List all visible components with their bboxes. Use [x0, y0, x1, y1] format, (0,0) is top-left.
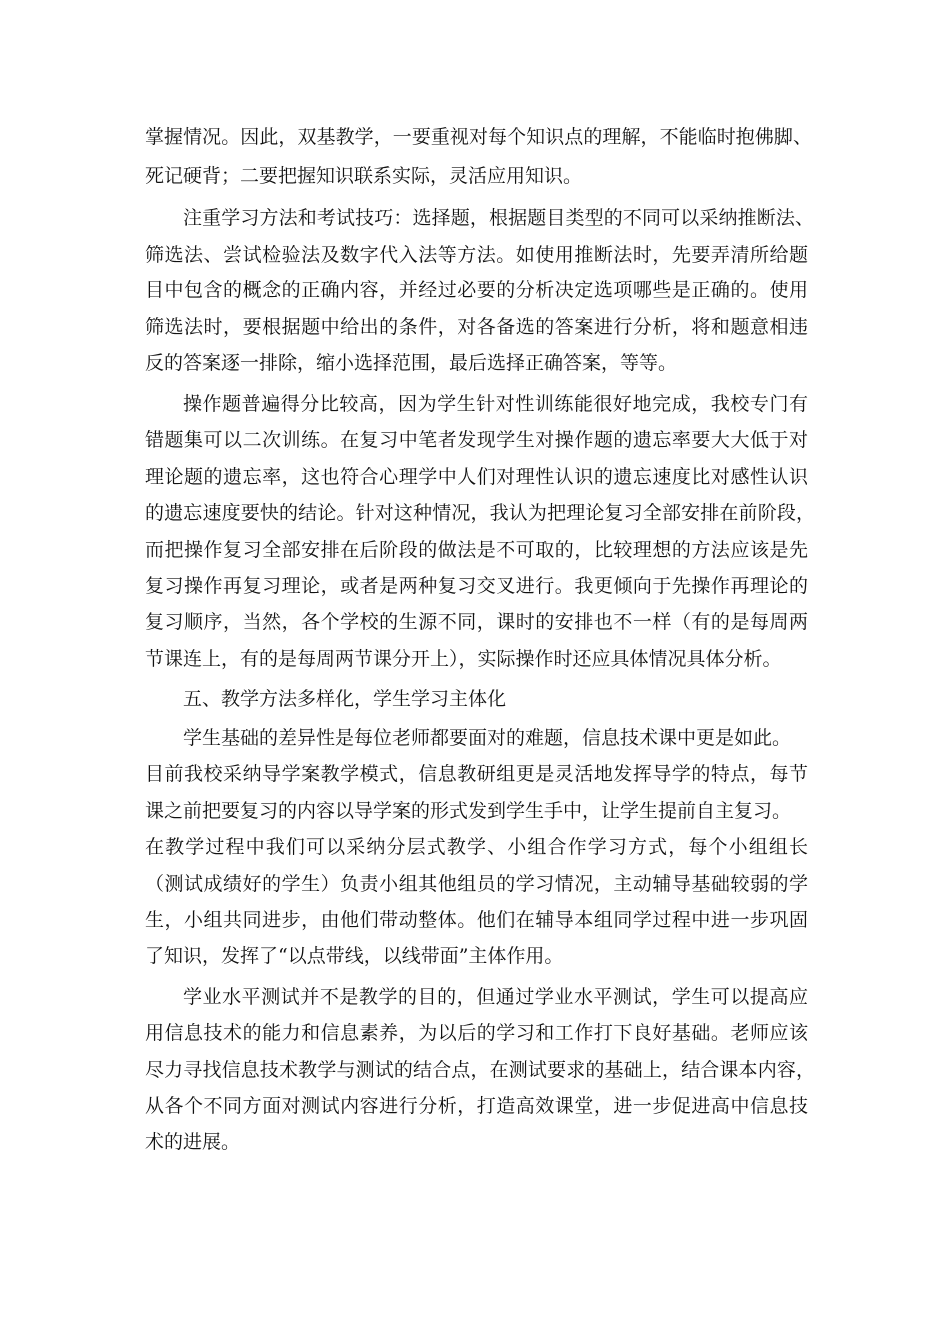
text-line: 注重学习方法和考试技巧：选择题，根据题目类型的不同可以采纳推断法、 — [183, 207, 815, 229]
text-line: 学业水平测试并不是教学的目的，但通过学业水平测试，学生可以提高应 — [183, 986, 809, 1008]
text-line: 从各个不同方面对测试内容进行分析，打造高效课堂，进一步促进高中信息技 — [145, 1095, 809, 1117]
text-line: 反的答案逐一排除，缩小选择范围，最后选择正确答案，等等。 — [145, 352, 678, 374]
text-line: 尽力寻找信息技术教学与测试的结合点，在测试要求的基础上，结合课本内容， — [145, 1059, 816, 1081]
section-heading: 五、教学方法多样化，学生学习主体化 — [183, 688, 507, 710]
text-line: 了知识，发挥了“以点带线，以线带面”主体作用。 — [145, 945, 564, 967]
text-line: 目前我校采纳导学案教学模式，信息教研组更是灵活地发挥导学的特点，每节 — [145, 763, 809, 785]
text-line: 复习操作再复习理论，或者是两种复习交叉进行。我更倾向于先操作再理论的 — [145, 575, 809, 597]
text-line: 错题集可以二次训练。在复习中笔者发现学生对操作题的遗忘率要大大低于对 — [145, 429, 809, 451]
text-line: 术的进展。 — [145, 1131, 241, 1153]
text-line: 操作题普遍得分比较高，因为学生针对性训练能很好地完成，我校专门有 — [183, 393, 809, 415]
text-line: （测试成绩好的学生）负责小组其他组员的学习情况，主动辅导基础较弱的学 — [145, 873, 809, 895]
text-line: 复习顺序，当然，各个学校的生源不同，课时的安排也不一样（有的是每周两 — [145, 611, 809, 633]
text-line: 节课连上，有的是每周两节课分开上），实际操作时还应具体情况具体分析。 — [145, 648, 782, 670]
text-line: 生，小组共同进步，由他们带动整体。他们在辅导本组同学过程中进一步巩固 — [145, 909, 809, 931]
text-line: 掌握情况。因此，双基教学，一要重视对每个知识点的理解，不能临时抱佛脚、 — [145, 126, 813, 148]
text-line: 课之前把要复习的内容以导学案的形式发到学生手中，让学生提前自主复习。 — [145, 800, 792, 822]
text-line: 用信息技术的能力和信息素养，为以后的学习和工作打下良好基础。老师应该 — [145, 1022, 809, 1044]
text-line: 的遗忘速度要快的结论。针对这种情况，我认为把理论复习全部安排在前阶段， — [145, 502, 816, 524]
text-line: 在教学过程中我们可以采纳分层式教学、小组合作学习方式，每个小组组长 — [145, 836, 810, 858]
text-line: 理论题的遗忘率，这也符合心理学中人们对理性认识的遗忘速度比对感性认识 — [145, 466, 809, 488]
text-line: 筛选法时，要根据题中给出的条件，对各备选的答案进行分析，将和题意相违 — [145, 316, 809, 338]
text-line: 而把操作复习全部安排在后阶段的做法是不可取的，比较理想的方法应该是先 — [145, 539, 809, 561]
text-line: 死记硬背；二要把握知识联系实际，灵活应用知识。 — [145, 165, 583, 187]
text-line: 筛选法、尝试检验法及数字代入法等方法。如使用推断法时，先要弄清所给题 — [145, 244, 809, 266]
text-line: 目中包含的概念的正确内容，并经过必要的分析决定选项哪些是正确的。使用 — [145, 279, 809, 301]
text-line: 学生基础的差异性是每位老师都要面对的难题，信息技术课中更是如此。 — [183, 727, 792, 749]
